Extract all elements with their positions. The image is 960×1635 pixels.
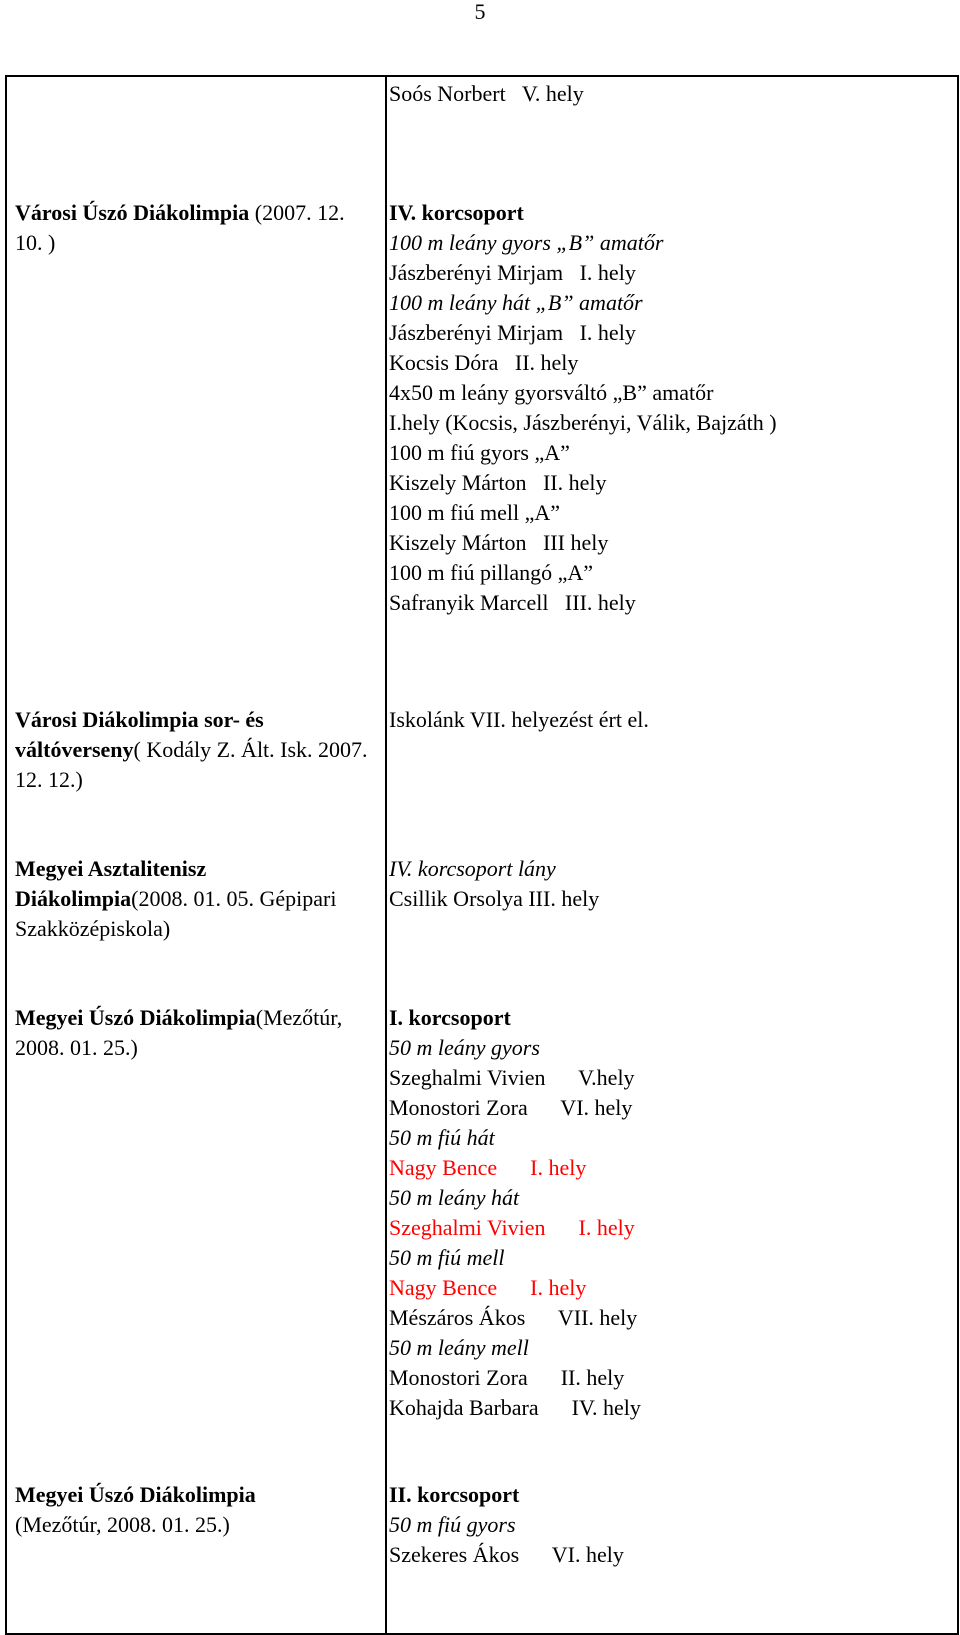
page-number: 5 — [474, 0, 486, 24]
race-heading: 50 m leány hát — [389, 1185, 520, 1210]
race-heading: 50 m fiú mell — [389, 1245, 505, 1270]
event-details: (2007. 12. 10. ) — [15, 200, 345, 255]
row-3-event — [15, 705, 370, 795]
race-heading: 50 m leány mell — [389, 1335, 529, 1360]
age-group-heading: I. korcsoport — [389, 1005, 511, 1030]
result-line: Monostori Zora II. hely — [389, 1365, 625, 1390]
row-4-event — [15, 854, 370, 944]
event-details: (Mezőtúr, 2008. 01. 25.) — [15, 1512, 230, 1537]
result-line: Szekeres Ákos VI. hely — [389, 1542, 624, 1567]
age-group-heading: IV. korcsoport lány — [389, 856, 556, 881]
results-table — [5, 75, 959, 1635]
result-line: Mészáros Ákos VII. hely — [389, 1305, 638, 1330]
row-1-results — [389, 79, 949, 109]
race-heading: 4x50 m leány gyorsváltó „B” amatőr — [389, 380, 714, 405]
event-name: Megyei Úszó Diákolimpia — [15, 1005, 256, 1030]
event-name: Városi Diákolimpia sor- és váltóverseny — [15, 707, 264, 762]
race-heading: 50 m fiú gyors — [389, 1512, 516, 1537]
event-name: Megyei Úszó Diákolimpia — [15, 1482, 256, 1507]
race-heading: 100 m leány gyors „B” amatőr — [389, 230, 664, 255]
row-2-event — [15, 198, 370, 258]
result-line: Jászberényi Mirjam I. hely — [389, 320, 636, 345]
row-6-event — [15, 1480, 370, 1540]
event-name: Városi Úszó Diákolimpia — [15, 200, 250, 225]
winner-line: Szeghalmi Vivien I. hely — [389, 1215, 635, 1240]
age-group-heading: II. korcsoport — [389, 1482, 520, 1507]
result-line: Csillik Orsolya III. hely — [389, 886, 600, 911]
row-5-event — [15, 1003, 370, 1063]
row-5-results — [389, 1003, 949, 1423]
result-line: Iskolánk VII. helyezést ért el. — [389, 707, 649, 732]
row-4-results — [389, 854, 949, 914]
race-heading: 100 m fiú mell „A” — [389, 500, 561, 525]
winner-line: Nagy Bence I. hely — [389, 1275, 587, 1300]
result-line: Safranyik Marcell III. hely — [389, 590, 636, 615]
event-details: (Mezőtúr, 2008. 01. 25.) — [15, 1005, 343, 1060]
age-group-heading: IV. korcsoport — [389, 200, 524, 225]
row-2-results — [389, 198, 949, 618]
result-line: Kohajda Barbara IV. hely — [389, 1395, 641, 1420]
race-heading: 100 m fiú pillangó „A” — [389, 560, 594, 585]
event-details: ( Kodály Z. Ált. Isk. 2007. 12. 12.) — [15, 737, 368, 792]
result-line: Kocsis Dóra II. hely — [389, 350, 579, 375]
race-heading: 100 m leány hát „B” amatőr — [389, 290, 643, 315]
race-heading: 50 m leány gyors — [389, 1035, 540, 1060]
result-line: Kiszely Márton II. hely — [389, 470, 607, 495]
event-details: (2008. 01. 05. Gépipari Szakközépiskola) — [15, 886, 337, 941]
result-line: I.hely (Kocsis, Jászberényi, Válik, Bajzáth ) — [389, 410, 777, 435]
result-line: Kiszely Márton III hely — [389, 530, 609, 555]
row-6-results — [389, 1480, 949, 1570]
race-heading: 100 m fiú gyors „A” — [389, 440, 570, 465]
result-line: Jászberényi Mirjam I. hely — [389, 260, 636, 285]
winner-line: Nagy Bence I. hely — [389, 1155, 587, 1180]
race-heading: 50 m fiú hát — [389, 1125, 495, 1150]
result-line: Monostori Zora VI. hely — [389, 1095, 633, 1120]
column-divider — [385, 77, 387, 1633]
row-3-results — [389, 705, 949, 735]
result-line: Soós Norbert V. hely — [389, 81, 584, 106]
event-name: Megyei Asztalitenisz Diákolimpia — [15, 856, 207, 911]
result-line: Szeghalmi Vivien V.hely — [389, 1065, 635, 1090]
